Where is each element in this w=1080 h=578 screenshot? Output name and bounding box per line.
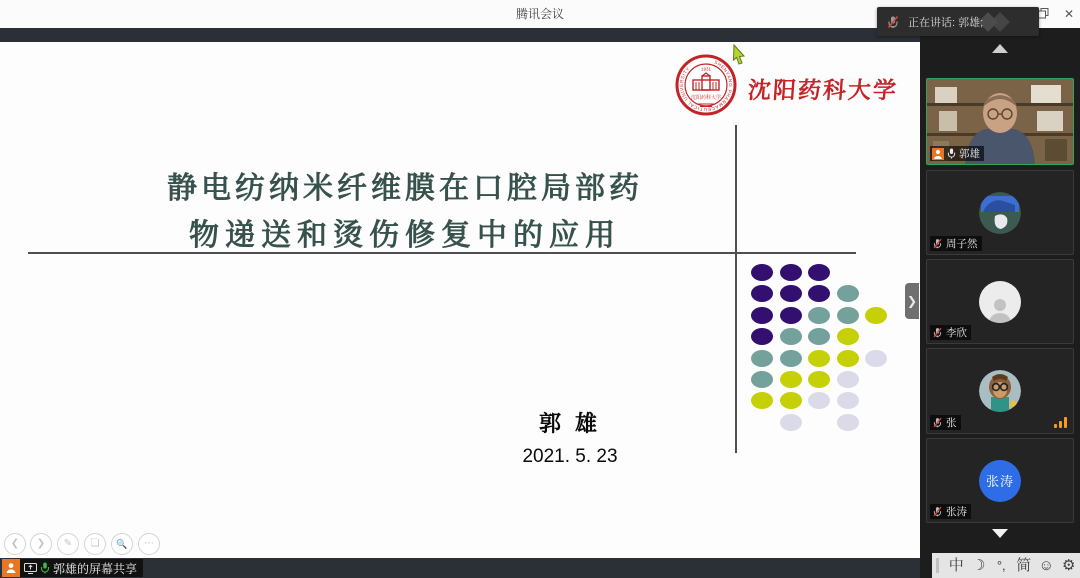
decorative-dot [751,328,773,345]
mic-muted-icon [886,15,900,29]
decorative-dot [808,371,830,388]
participant-label [930,325,971,340]
decorative-dot [865,350,887,367]
decorative-dot [865,307,887,324]
slide-title [60,165,750,259]
decorative-dot [808,264,830,281]
participant-name: 张 [946,417,957,429]
scroll-up-arrow[interactable] [992,44,1008,53]
ime-emoji-icon[interactable]: ☺ [1038,557,1054,574]
decorative-dot [837,285,859,302]
presenter-icon [932,148,944,160]
sidebar-collapse-handle[interactable]: ❯ [905,283,919,319]
screen-share-status-pill [2,559,143,577]
participant-avatar-initials: 张涛 [979,460,1021,502]
decorative-dot [780,328,802,345]
participant-name: 周子然 [946,238,978,250]
app-title: 腾讯会议 [515,7,564,21]
university-seal-logo [675,54,737,116]
participant-name: 李欣 [946,327,967,339]
decorative-dot [751,285,773,302]
participant-label [930,146,984,161]
presentation-date: 2021. 5. 23 [522,446,618,467]
decorative-dot [837,371,859,388]
restore-icon [1038,8,1049,19]
decorative-dot [780,307,802,324]
presenter-icon [2,559,20,577]
svg-text:沈阳药科大学: 沈阳药科大学 [690,95,722,101]
decorative-dot-grid [751,264,911,444]
mic-active-icon [40,562,50,574]
ime-simplified-mode[interactable]: 简 [1016,557,1032,574]
svg-text:1931: 1931 [700,66,712,72]
decorative-dot [751,264,773,281]
decorative-dot [751,392,773,409]
mic-muted-icon [932,238,943,249]
scroll-down-arrow[interactable] [992,529,1008,538]
slide-title-line1: 静电纺纳米纤维膜在口腔局部药 [167,172,643,205]
participant-tile-zhangtao[interactable] [926,438,1074,523]
decorative-dot [808,328,830,345]
next-slide-button[interactable]: ❯ [30,533,52,555]
participant-tile-guoxiong[interactable] [926,78,1074,165]
decorative-dot [837,350,859,367]
pen-tool-button[interactable]: ✎ [57,533,79,555]
decorative-dot [808,307,830,324]
participant-label [930,415,961,430]
participant-avatar [979,192,1021,234]
speaking-indicator-text: 正在讲话: 郭雄; [908,16,984,29]
decorative-dot [780,264,802,281]
slide-title-line2: 物递送和烫伤修复中的应用 [189,219,621,252]
decorative-dot [780,350,802,367]
participant-avatar [979,370,1021,412]
decorative-dot [751,307,773,324]
speaking-indicator-banner [877,7,1039,36]
screen-share-icon [24,563,37,574]
meeting-logo-icon [977,12,1017,32]
decorative-dot [780,392,802,409]
participant-label [930,236,982,251]
participant-name: 郭雄 [959,148,980,160]
participant-tile-lixin[interactable] [926,259,1074,344]
decorative-dot [780,371,802,388]
ime-toolbar[interactable] [932,553,1080,578]
decorative-dot [808,392,830,409]
ime-fullwidth-icon[interactable]: ☽ [972,557,986,574]
author-name: 郭 雄 [538,411,602,436]
decorative-dot [751,371,773,388]
svg-text:SHENYANG PHARMACEUTICAL UNIVER: SHENYANG PHARMACEUTICAL UNIVERSITY [678,59,734,113]
slides-overview-button[interactable]: ❏ [84,533,106,555]
close-window-button[interactable]: ✕ [1063,7,1075,21]
decorative-dot [837,307,859,324]
decorative-dot [837,392,859,409]
ime-punctuation-mode[interactable]: °, [996,558,1006,573]
more-options-button[interactable]: ⋯ [138,533,160,555]
decorative-dot [780,414,802,431]
mic-muted-icon [932,327,943,338]
decorative-dot [808,350,830,367]
screen-share-label: 郭雄的屏幕共享 [53,561,138,576]
title-underline [28,252,856,254]
shared-slide [0,42,920,558]
vertical-divider-line [735,125,737,453]
ime-settings-gear-icon[interactable]: ⚙ [1062,557,1076,574]
participant-avatar-placeholder [979,281,1021,323]
decorative-dot [751,350,773,367]
prev-slide-button[interactable]: ❮ [4,533,26,555]
participant-tile-zhang[interactable] [926,348,1074,434]
mic-muted-icon [932,417,943,428]
decorative-dot [780,285,802,302]
mic-muted-icon [932,506,943,517]
ime-language-mode[interactable]: 中 [948,557,964,574]
decorative-dot [837,414,859,431]
university-name: 沈阳药科大学 [746,77,899,103]
network-signal-icon [1054,417,1068,428]
mic-active-icon [947,148,956,159]
mouse-cursor [730,44,748,66]
participant-name: 张涛 [946,506,967,518]
zoom-slide-button[interactable]: 🔍 [111,533,133,555]
participant-tile-zhouziran[interactable] [926,170,1074,255]
decorative-dot [808,285,830,302]
ime-drag-handle[interactable] [936,558,939,573]
participant-label [930,504,971,519]
main-top-strip [0,28,920,42]
decorative-dot [837,328,859,345]
